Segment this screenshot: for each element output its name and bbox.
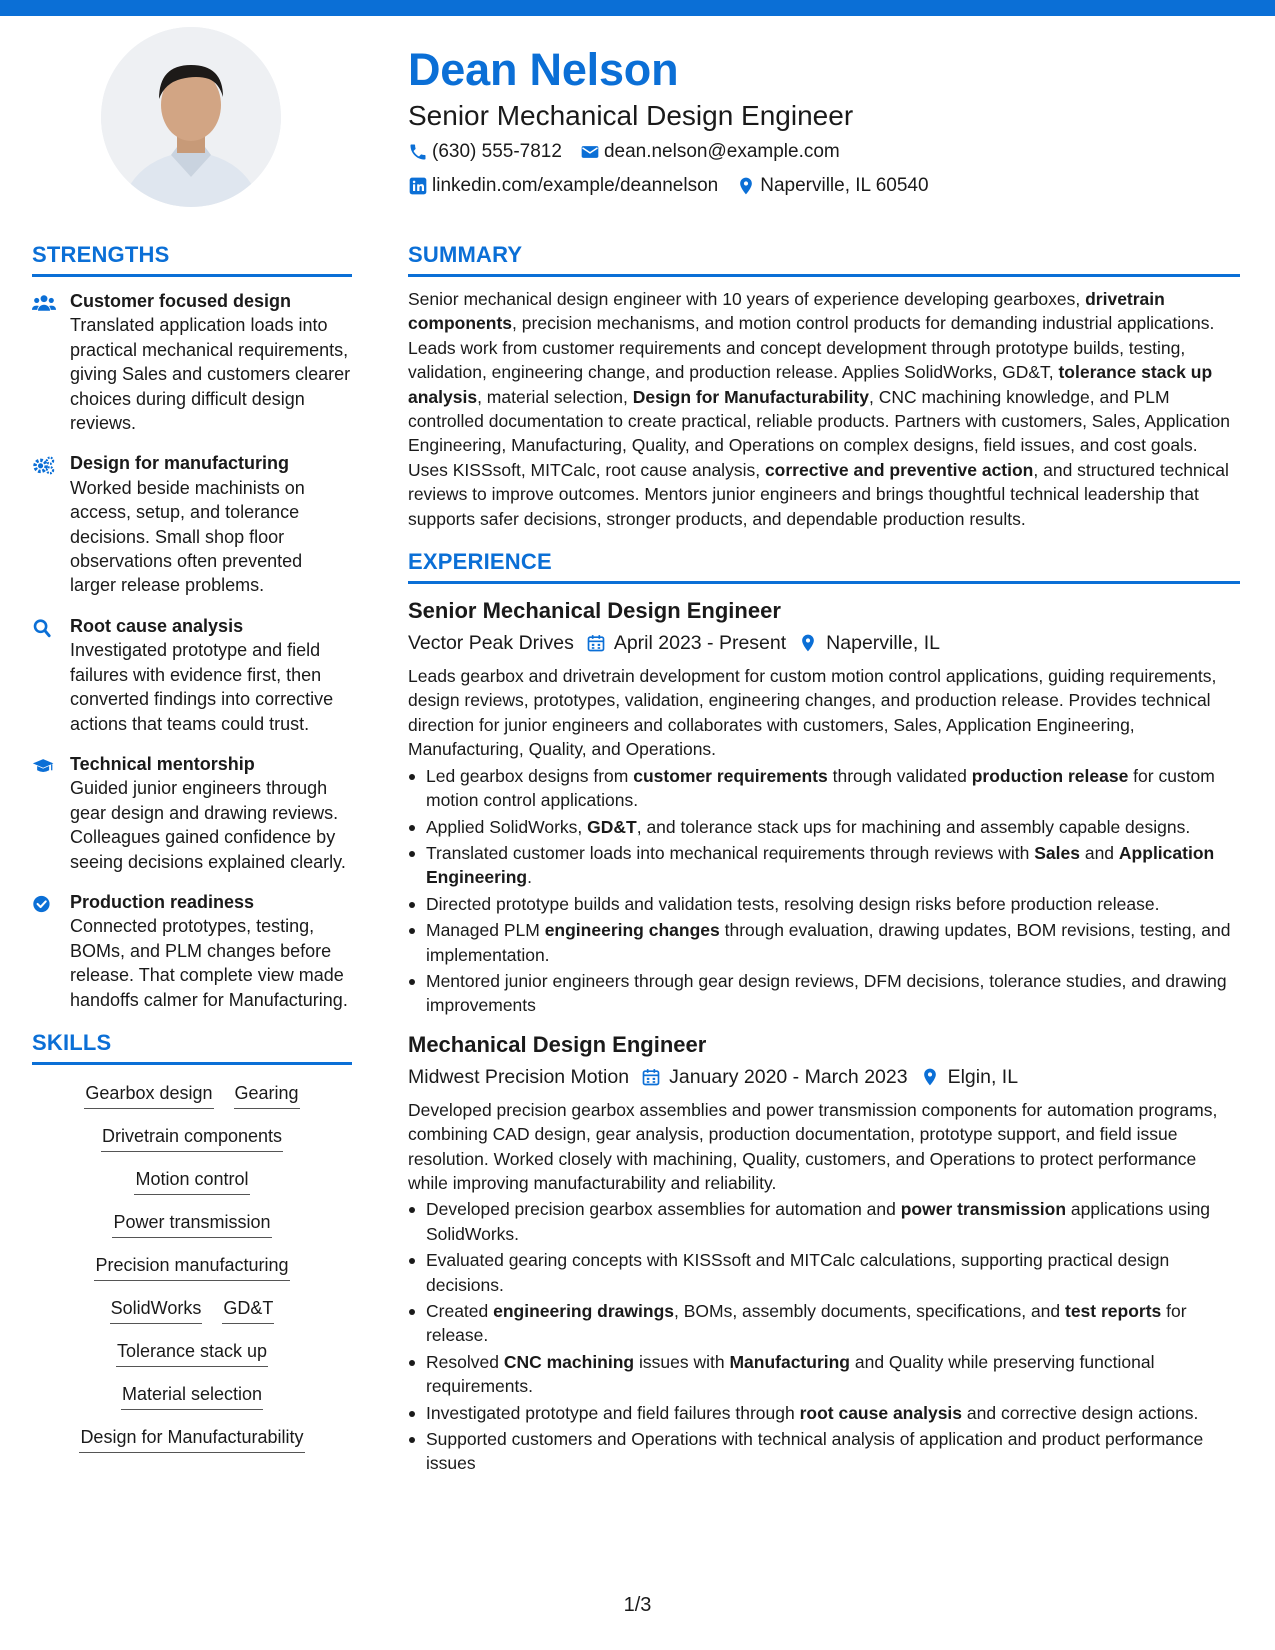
skill-row (32, 1380, 352, 1410)
bold-phrase: GD&T (587, 816, 637, 837)
job-company: Midwest Precision Motion (408, 1065, 630, 1088)
linkedin-icon (408, 176, 428, 196)
candidate-name: Dean Nelson (408, 44, 679, 95)
page-number: 1/3 (623, 1594, 652, 1616)
strength-text: Connected prototypes, testing, BOMs, and PLM changes before release. That complete view made handoffs calmer for Manufacturing. (70, 916, 348, 1010)
skill-row (32, 1208, 352, 1238)
strength-item (32, 289, 352, 435)
bullet-item (408, 815, 1240, 839)
job-company: Vector Peak Drives (408, 632, 574, 655)
strength-title: Technical mentorship (70, 753, 255, 774)
strength-text: Translated application loads into practical mechanical requirements, giving Sales and customers clearer choices during difficult design reviews. (70, 315, 351, 434)
skill-tag: Power transmission (112, 1208, 271, 1238)
text-run: , material selection, (477, 386, 633, 407)
bold-phrase: engineering changes (544, 920, 720, 941)
contact-linkedin[interactable] (408, 170, 718, 202)
text-run: , and structured technical reviews to improve outcomes. Mentors junior engineers and brings thoughtful technical leadership that supports safer decisions, stronger products, and dependable production results. (408, 459, 1229, 529)
text-run: Created (426, 1301, 494, 1321)
bold-phrase: production release (971, 765, 1129, 786)
check-circle-icon (32, 893, 56, 915)
job-description: Developed precision gearbox assemblies and power transmission components for automation programs, combining CAD design, gear analysis, production documentation, prototype support, and field issue resolution. Worked closely with machining, Quality, customers, and Operations to protect performance while improving manufacturability and reliability. (408, 1099, 1218, 1193)
skills-heading: SKILLS (32, 1028, 352, 1065)
profile-photo (101, 27, 281, 207)
job-bullets (408, 1197, 1240, 1475)
summary-heading: SUMMARY (408, 240, 1240, 277)
job-location: Naperville, IL (826, 632, 940, 655)
contact-row-1 (408, 136, 1248, 168)
contact-email[interactable] (580, 136, 840, 168)
job-bullets (408, 764, 1240, 1018)
bullet-item (408, 764, 1240, 813)
resume-header (408, 44, 1248, 202)
job-dates: January 2020 - March 2023 (669, 1065, 908, 1088)
skills-list (32, 1079, 352, 1453)
text-run: Managed PLM (426, 920, 545, 941)
left-column (32, 240, 352, 1466)
skill-row (32, 1165, 352, 1195)
top-accent-bar (0, 0, 1275, 16)
skill-row (32, 1423, 352, 1453)
location-pin-icon (798, 633, 818, 653)
text-run: . (527, 867, 532, 888)
bold-phrase: power transmission (900, 1199, 1067, 1220)
job-meta (408, 1062, 1240, 1092)
text-run: Directed prototype builds and validation tests, resolving design risks before production release. (426, 893, 1160, 914)
phone-icon (408, 142, 428, 162)
bullet-item (408, 1401, 1240, 1425)
text-run: , BOMs, assembly documents, specifications, and (674, 1301, 1065, 1321)
skill-row (32, 1251, 352, 1281)
text-run: , CNC machining knowledge, and PLM controlled documentation to create practical, reliable products. Partners with customers, Sales, Application Engineering, Manufacturing, Quality, and Operations on complex designs, field issues, and cost goals. Uses KISSsoft, MITCalc, root cause analysis, (408, 386, 1230, 480)
gears-icon (32, 454, 56, 476)
right-column (408, 240, 1240, 1478)
strengths-list (32, 289, 352, 1012)
phone-text: (630) 555-7812 (432, 141, 562, 162)
location-pin-icon (736, 176, 756, 196)
strength-item (32, 752, 352, 874)
text-run: Mentored junior engineers through gear design reviews, DFM decisions, tolerance studies, and drawing improvements (426, 970, 1227, 1016)
text-run: Led gearbox designs from (426, 765, 634, 786)
bold-phrase: test reports (1065, 1301, 1162, 1321)
bullet-item (408, 1350, 1240, 1399)
job-entry (408, 596, 1240, 1018)
skill-tag: GD&T (222, 1294, 274, 1324)
text-run: , and tolerance stack ups for machining and assembly capable designs. (636, 816, 1191, 837)
skill-tag: Gearing (234, 1079, 300, 1109)
experience-section (408, 547, 1240, 1476)
bullet-item (408, 1248, 1240, 1297)
contact-location (736, 170, 928, 202)
skill-row (32, 1079, 352, 1109)
linkedin-text: linkedin.com/example/deannelson (432, 175, 719, 196)
strength-item (32, 451, 352, 597)
text-run: Translated customer loads into mechanical requirements through reviews with (426, 842, 1035, 863)
text-run: for release. (426, 1301, 1187, 1346)
text-run: Senior mechanical design engineer with 10 years of experience developing gearboxes, (408, 289, 1086, 309)
strength-text: Guided junior engineers through gear design and drawing reviews. Colleagues gained confidence by seeing decisions explained clearly. (70, 778, 346, 872)
strength-title: Design for manufacturing (70, 453, 290, 474)
skill-tag: Design for Manufacturability (79, 1423, 304, 1453)
bold-phrase: Application Engineering (426, 842, 1215, 888)
strength-item (32, 890, 352, 1012)
text-run: Developed precision gearbox assemblies for automation and (426, 1199, 901, 1220)
bullet-item (408, 918, 1240, 967)
bold-phrase: Design for Manufacturability (632, 386, 869, 407)
strength-title: Root cause analysis (70, 615, 244, 636)
contact-phone[interactable] (408, 136, 562, 168)
contact-row-2 (408, 170, 1248, 202)
experience-heading: EXPERIENCE (408, 547, 1240, 584)
text-run: Evaluated gearing concepts with KISSsoft and MITCalc calculations, supporting practical design decisions. (426, 1250, 1170, 1295)
bullet-item (408, 892, 1240, 916)
skill-tag: Material selection (121, 1380, 263, 1410)
job-location: Elgin, IL (947, 1065, 1019, 1088)
email-text: dean.nelson@example.com (603, 141, 840, 162)
text-run: issues with (634, 1351, 730, 1372)
skill-row (32, 1337, 352, 1367)
magnifier-icon (32, 617, 56, 639)
skill-tag: Motion control (134, 1165, 249, 1195)
summary-text (408, 287, 1240, 531)
bold-phrase: engineering drawings (493, 1301, 674, 1321)
bold-phrase: customer requirements (633, 765, 828, 786)
bold-phrase: root cause analysis (799, 1402, 963, 1423)
location-pin-icon (920, 1067, 940, 1087)
bullet-item (408, 841, 1240, 890)
skill-tag: Drivetrain components (101, 1122, 283, 1152)
bold-phrase: corrective and preventive action (764, 459, 1034, 480)
bold-phrase: drivetrain components (408, 289, 1165, 334)
skill-tag: Gearbox design (84, 1079, 213, 1109)
graduation-cap-icon (32, 755, 56, 777)
users-icon (32, 292, 56, 314)
bold-phrase: Sales (1034, 842, 1080, 863)
text-run: and (1079, 842, 1119, 863)
job-meta (408, 628, 1240, 658)
text-run: Supported customers and Operations with technical analysis of application and product performance issues (426, 1429, 1204, 1474)
bullet-item (408, 1197, 1240, 1246)
location-text: Naperville, IL 60540 (760, 175, 929, 196)
text-run: Applied SolidWorks, (426, 816, 588, 837)
job-dates: April 2023 - Present (613, 632, 787, 655)
avatar-image (101, 27, 281, 207)
text-run: and corrective design actions. (962, 1402, 1199, 1423)
text-run: through validated (827, 765, 972, 786)
envelope-icon (580, 142, 600, 162)
text-run: for custom motion control applications. (426, 765, 1215, 811)
skill-tag: Tolerance stack up (116, 1337, 268, 1367)
calendar-icon (586, 633, 606, 653)
bold-phrase: CNC machining (503, 1351, 635, 1372)
strength-text: Worked beside machinists on access, setup, and tolerance decisions. Small shop floor observations often prevented larger release problems. (70, 477, 305, 596)
bold-phrase: Manufacturing (729, 1351, 850, 1372)
strength-item (32, 614, 352, 736)
bullet-item (408, 1299, 1240, 1348)
text-run: through evaluation, drawing updates, BOM revisions, testing, and implementation. (426, 920, 1231, 965)
text-run: Investigated prototype and field failures through (426, 1402, 800, 1423)
text-run: Resolved (426, 1351, 504, 1372)
bullet-item (408, 1427, 1240, 1476)
skills-section (32, 1028, 352, 1453)
strengths-heading: STRENGTHS (32, 240, 352, 277)
strength-title: Production readiness (70, 891, 255, 912)
bold-phrase: tolerance stack up analysis (408, 362, 1213, 407)
skill-tag: Precision manufacturing (94, 1251, 289, 1281)
job-description: Leads gearbox and drivetrain development for custom motion control applications, guiding requirements, design reviews, prototypes, validation, engineering changes, and production release. Provides technical direction for junior engineers and collaborates with customers, Sales, Application Engineering, Manufacturing, Quality, and Operations. (408, 666, 1217, 760)
strength-title: Customer focused design (70, 291, 292, 311)
job-entry (408, 1030, 1240, 1476)
job-title: Mechanical Design Engineer (408, 1031, 707, 1057)
candidate-title: Senior Mechanical Design Engineer (408, 100, 854, 131)
text-run: and Quality while preserving functional requirements. (426, 1351, 1155, 1397)
strength-text: Investigated prototype and field failures with evidence first, then converted findings into corrective actions that teams could trust. (70, 640, 334, 734)
text-run: , precision mechanisms, and motion control products for demanding industrial applications. Leads work from customer requirements and concept development through prototype builds, testing, validation, engineering change, and production release. Applies SolidWorks, GD&T, (408, 313, 1215, 383)
skill-tag: SolidWorks (110, 1294, 203, 1324)
skill-row (32, 1122, 352, 1152)
job-title: Senior Mechanical Design Engineer (408, 598, 781, 624)
text-run: applications using SolidWorks. (426, 1199, 1211, 1244)
skill-row (32, 1294, 352, 1324)
calendar-icon (641, 1067, 661, 1087)
bullet-item (408, 969, 1240, 1018)
